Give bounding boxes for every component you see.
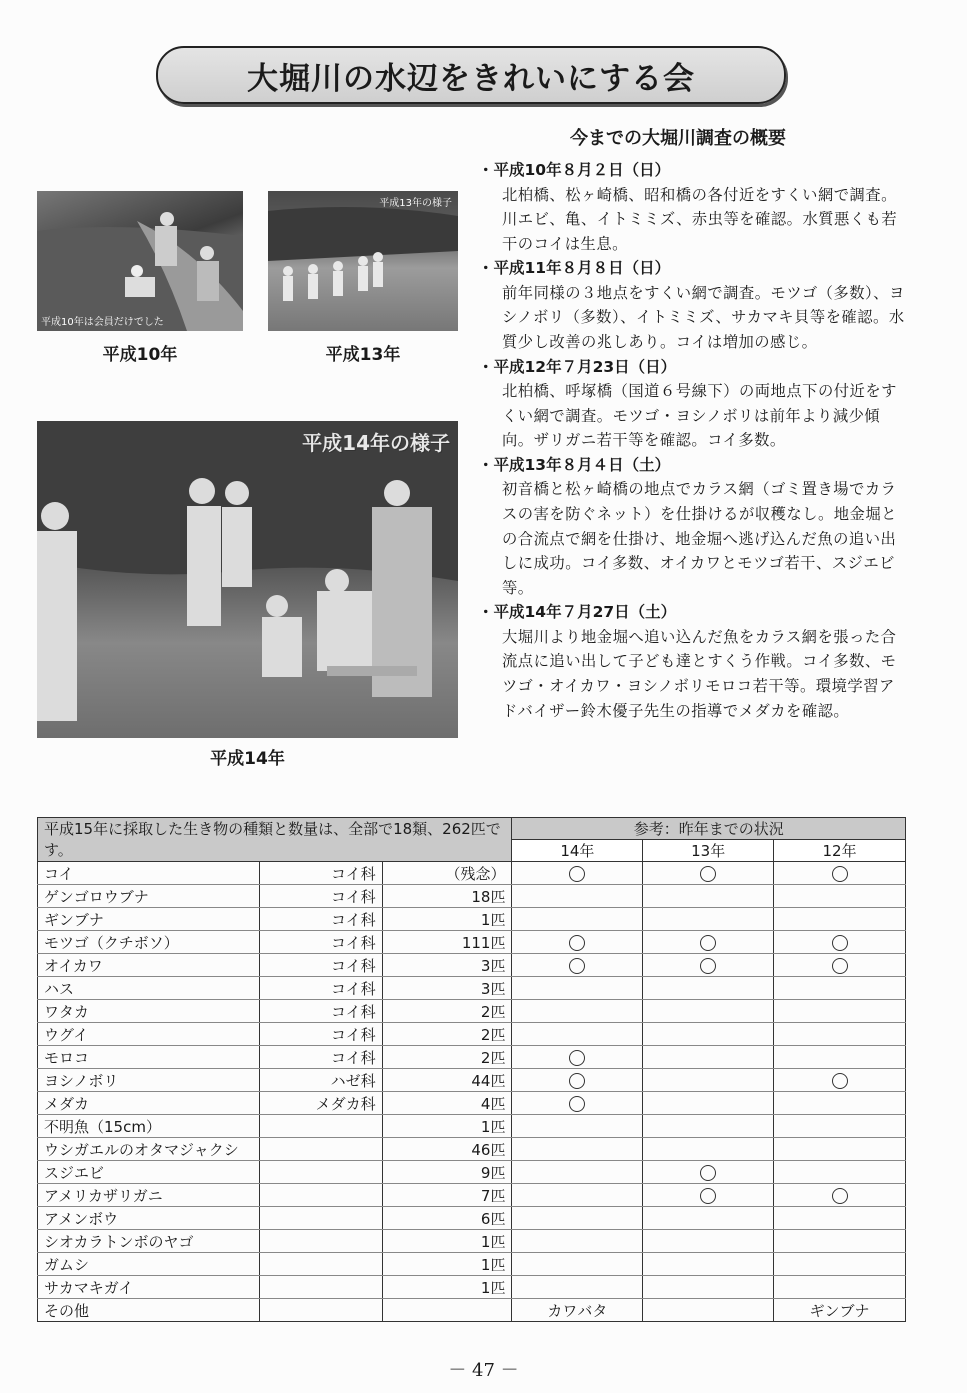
survey-entry (478, 256, 910, 354)
presence-cell (774, 1138, 906, 1161)
survey-entry (478, 158, 910, 256)
presence-cell (774, 1046, 906, 1069)
species-count: 18匹 (382, 885, 512, 908)
species-name: オイカワ (38, 954, 260, 977)
other-label: その他 (38, 1299, 260, 1322)
species-name: アメリカザリガニ (38, 1184, 260, 1207)
table-row (38, 1253, 906, 1276)
presence-cell (643, 908, 774, 931)
table-row (38, 885, 906, 908)
species-family: コイ科 (259, 977, 382, 1000)
species-count: 2匹 (382, 1046, 512, 1069)
presence-cell (643, 1138, 774, 1161)
species-family (259, 1115, 382, 1138)
circle-mark-icon (700, 1165, 716, 1181)
presence-cell (512, 1069, 643, 1092)
survey-entry-date: ・ 平成14年７月27日（土） (478, 600, 910, 625)
table-row (38, 977, 906, 1000)
presence-cell (643, 885, 774, 908)
survey-summary (478, 124, 910, 723)
species-count: 44匹 (382, 1069, 512, 1092)
circle-mark-icon (569, 958, 585, 974)
species-name: サカマキガイ (38, 1276, 260, 1299)
presence-cell (774, 1115, 906, 1138)
presence-cell (643, 1207, 774, 1230)
table-row (38, 1138, 906, 1161)
species-family: ハゼ科 (259, 1069, 382, 1092)
presence-cell (512, 885, 643, 908)
table-row (38, 1207, 906, 1230)
other-count (382, 1299, 512, 1322)
presence-cell (774, 1161, 906, 1184)
species-count: 3匹 (382, 954, 512, 977)
presence-cell (774, 862, 906, 885)
presence-cell (643, 1000, 774, 1023)
species-count: 1匹 (382, 1115, 512, 1138)
reference-header: 参考：昨年までの状況 (512, 818, 906, 840)
presence-cell (643, 1115, 774, 1138)
presence-cell (774, 1069, 906, 1092)
species-name: コイ (38, 862, 260, 885)
presence-cell (774, 977, 906, 1000)
presence-cell (643, 1046, 774, 1069)
other-family (259, 1299, 382, 1322)
species-count: 4匹 (382, 1092, 512, 1115)
species-family: コイ科 (259, 1023, 382, 1046)
photo-overlay-h10: 平成10年は会員だけでした (41, 317, 164, 328)
presence-cell (774, 1000, 906, 1023)
species-count: 111匹 (382, 931, 512, 954)
presence-cell (643, 977, 774, 1000)
survey-entry-text: 大堀川より地金堀へ追い込んだ魚をカラス網を張った合流点に追い出して子ども達とすくう作戦。コイ多数、モツゴ・オイカワ・ヨシノボリモロコ若干等。環境学習アドバイザー鈴木優子先生の指導でメダカを確認。 (502, 627, 897, 720)
species-family (259, 1207, 382, 1230)
species-count: （残念） (382, 862, 512, 885)
species-name: 不明魚（15cm） (38, 1115, 260, 1138)
presence-cell (643, 1092, 774, 1115)
presence-cell (512, 954, 643, 977)
presence-cell (643, 1184, 774, 1207)
survey-entry (478, 600, 910, 723)
presence-cell (643, 1023, 774, 1046)
species-family: コイ科 (259, 1046, 382, 1069)
circle-mark-icon (569, 866, 585, 882)
survey-entry-date: ・ 平成12年７月23日（日） (478, 355, 910, 380)
species-family: コイ科 (259, 885, 382, 908)
table-row (38, 1161, 906, 1184)
presence-cell (643, 1161, 774, 1184)
presence-cell (512, 931, 643, 954)
species-family (259, 1184, 382, 1207)
table-row (38, 1069, 906, 1092)
species-count: 1匹 (382, 1276, 512, 1299)
table-row (38, 954, 906, 977)
species-name: アメンボウ (38, 1207, 260, 1230)
table-row (38, 908, 906, 931)
survey-entry-date: ・ 平成10年８月２日（日） (478, 158, 910, 183)
species-name: ウシガエルのオタマジャクシ (38, 1138, 260, 1161)
table-row (38, 862, 906, 885)
species-count: 1匹 (382, 1253, 512, 1276)
circle-mark-icon (569, 1073, 585, 1089)
presence-cell (774, 1230, 906, 1253)
page-title-box (156, 46, 786, 104)
table-row (38, 1023, 906, 1046)
table-row (38, 1276, 906, 1299)
species-family: コイ科 (259, 1000, 382, 1023)
photo-h10 (37, 191, 243, 331)
species-name: シオカラトンボのヤゴ (38, 1230, 260, 1253)
species-family (259, 1276, 382, 1299)
presence-cell (774, 931, 906, 954)
species-family (259, 1230, 382, 1253)
species-count: 9匹 (382, 1161, 512, 1184)
survey-entry-date: ・ 平成11年８月８日（日） (478, 256, 910, 281)
survey-entry (478, 453, 910, 600)
table-row-other (38, 1299, 906, 1322)
circle-mark-icon (569, 1096, 585, 1112)
presence-cell (774, 1276, 906, 1299)
survey-entry-text: 北柏橋、呼塚橋（国道６号線下）の両地点下の付近をすくい網で調査。モツゴ・ヨシノボリは前年より減少傾向。ザリガニ若干等を確認。コイ多数。 (502, 382, 897, 450)
table-row (38, 1184, 906, 1207)
species-name: モツゴ（クチボソ） (38, 931, 260, 954)
page-title: 大堀川の水辺をきれいにする会 (247, 60, 695, 97)
species-name: スジエビ (38, 1161, 260, 1184)
survey-heading: 今までの大堀川調査の概要 (570, 128, 786, 149)
species-name: ガムシ (38, 1253, 260, 1276)
presence-cell (643, 1276, 774, 1299)
presence-cell (512, 1253, 643, 1276)
year-header: 12年 (774, 840, 906, 862)
survey-entry (478, 355, 910, 453)
presence-cell (774, 1207, 906, 1230)
presence-cell (643, 1253, 774, 1276)
species-name: ハス (38, 977, 260, 1000)
species-family (259, 1138, 382, 1161)
presence-cell (774, 908, 906, 931)
species-count: 2匹 (382, 1000, 512, 1023)
circle-mark-icon (832, 935, 848, 951)
survey-entry-date: ・ 平成13年８月４日（土） (478, 453, 910, 478)
table-row (38, 1046, 906, 1069)
circle-mark-icon (700, 958, 716, 974)
species-count: 3匹 (382, 977, 512, 1000)
species-family: コイ科 (259, 862, 382, 885)
table-row (38, 1092, 906, 1115)
presence-cell (643, 1069, 774, 1092)
photo-overlay-h14: 平成14年の様子 (302, 431, 450, 455)
species-name: ギンブナ (38, 908, 260, 931)
species-family: コイ科 (259, 931, 382, 954)
presence-cell (512, 977, 643, 1000)
other-14: カワバタ (512, 1299, 643, 1322)
table-row (38, 931, 906, 954)
presence-cell (512, 1138, 643, 1161)
year-header: 13年 (643, 840, 774, 862)
photo-h14 (37, 421, 458, 738)
presence-cell (512, 1207, 643, 1230)
presence-cell (774, 1092, 906, 1115)
presence-cell (512, 1115, 643, 1138)
survey-entry-text: 前年同様の３地点をすくい網で調査。モツゴ（多数）、ヨシノボリ（多数）、イトミミズ、サカマキ貝等を確認。水質少し改善の兆しあり。コイは増加の感じ。 (502, 283, 905, 351)
presence-cell (512, 908, 643, 931)
circle-mark-icon (569, 1050, 585, 1066)
circle-mark-icon (700, 1188, 716, 1204)
presence-cell (512, 1046, 643, 1069)
presence-cell (512, 862, 643, 885)
species-count: 1匹 (382, 1230, 512, 1253)
other-12: ギンブナ (774, 1299, 906, 1322)
circle-mark-icon (700, 935, 716, 951)
table-row (38, 1115, 906, 1138)
photo-h13 (268, 191, 458, 331)
presence-cell (512, 1092, 643, 1115)
photo-caption-h14: 平成14年 (210, 749, 285, 769)
table-row (38, 1000, 906, 1023)
presence-cell (512, 1000, 643, 1023)
photo-caption-h10: 平成10年 (102, 345, 178, 365)
species-name: メダカ (38, 1092, 260, 1115)
species-name: ヨシノボリ (38, 1069, 260, 1092)
circle-mark-icon (832, 958, 848, 974)
presence-cell (643, 931, 774, 954)
presence-cell (643, 954, 774, 977)
survey-entry-text: 初音橋と松ヶ崎橋の地点でカラス網（ゴミ置き場でカラスの害を防ぐネット）を仕掛けるが収穫なし。地金堀との合流点で網を仕掛け、地金堀へ逃げ込んだ魚の追い出しに成功。コイ多数、オイカワとモツゴ若干、スジエビ等。 (502, 480, 897, 597)
species-name: ワタカ (38, 1000, 260, 1023)
presence-cell (774, 885, 906, 908)
circle-mark-icon (832, 1073, 848, 1089)
presence-cell (774, 954, 906, 977)
presence-cell (774, 1253, 906, 1276)
survey-entry-text: 北柏橋、松ヶ崎橋、昭和橋の各付近をすくい網で調査。川エビ、亀、イトミミズ、赤虫等を確認。水質悪くも若干のコイは生息。 (502, 185, 898, 253)
presence-cell (512, 1184, 643, 1207)
photo-caption-h13: 平成13年 (325, 345, 401, 365)
species-table-body (38, 862, 906, 1299)
page-number: － 47 － (448, 1360, 519, 1381)
species-name: ゲンゴロウブナ (38, 885, 260, 908)
species-family: コイ科 (259, 954, 382, 977)
presence-cell (774, 1184, 906, 1207)
species-count: 7匹 (382, 1184, 512, 1207)
photo-overlay-h13: 平成13年の様子 (379, 198, 452, 209)
species-family: コイ科 (259, 908, 382, 931)
species-count: 46匹 (382, 1138, 512, 1161)
circle-mark-icon (832, 1188, 848, 1204)
table-intro: 平成15年に採取した生き物の種類と数量は、全部で18類、262匹です。 (38, 818, 512, 862)
circle-mark-icon (569, 935, 585, 951)
presence-cell (643, 1230, 774, 1253)
species-table (37, 817, 906, 1322)
presence-cell (512, 1276, 643, 1299)
species-family: メダカ科 (259, 1092, 382, 1115)
presence-cell (774, 1023, 906, 1046)
circle-mark-icon (700, 866, 716, 882)
presence-cell (512, 1230, 643, 1253)
table-row (38, 1230, 906, 1253)
species-name: モロコ (38, 1046, 260, 1069)
species-count: 6匹 (382, 1207, 512, 1230)
presence-cell (643, 862, 774, 885)
presence-cell (512, 1023, 643, 1046)
species-name: ウグイ (38, 1023, 260, 1046)
other-13 (643, 1299, 774, 1322)
species-family (259, 1161, 382, 1184)
circle-mark-icon (832, 866, 848, 882)
presence-cell (512, 1161, 643, 1184)
species-count: 2匹 (382, 1023, 512, 1046)
year-header: 14年 (512, 840, 643, 862)
species-family (259, 1253, 382, 1276)
species-count: 1匹 (382, 908, 512, 931)
